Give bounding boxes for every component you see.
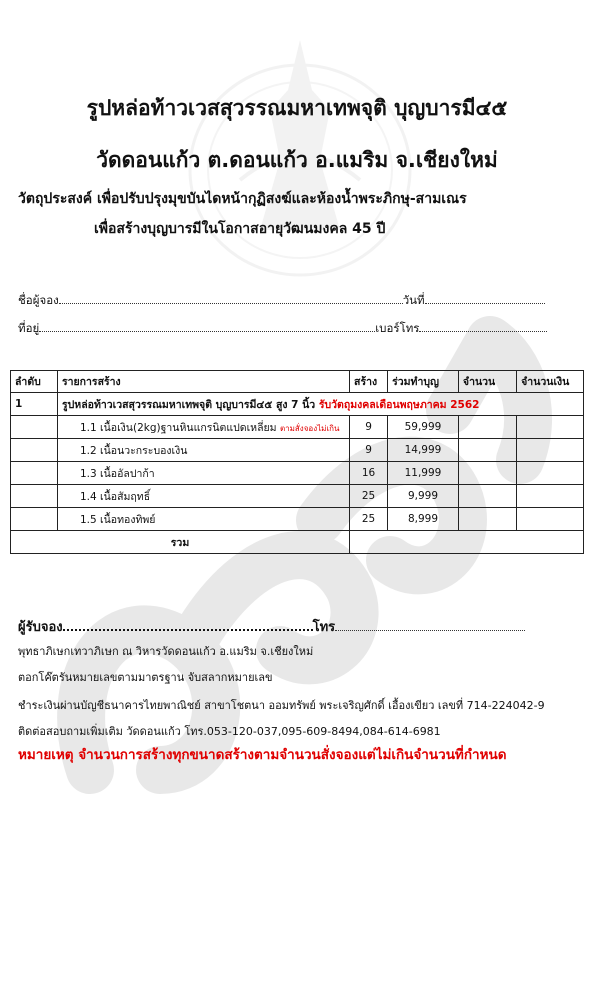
col-header-donation: ร่วมทำบุญ [388,371,459,393]
donation-amount: 59,999 [388,416,459,439]
build-count: 25 [350,508,388,531]
col-header-item: รายการสร้าง [57,371,349,393]
build-count: 9 [350,439,388,462]
col-header-quantity: จำนวน [458,371,516,393]
build-count: 9 [350,416,388,439]
total-label: รวม [11,531,350,554]
amount-cell[interactable] [517,462,584,485]
quantity-cell[interactable] [458,462,516,485]
purpose-line: วัตถุประสงค์ เพื่อปรับปรุงมุขบันไดหน้ากุฏิสงฆ์และห้องน้ำพระภิกษุ-สามเณร [18,191,467,207]
table-row [11,439,584,462]
receiver-phone-input-line[interactable] [335,620,525,631]
phone-input-line[interactable] [419,321,547,332]
consecration-info: พุทธาภิเษกเทวาภิเษก ณ วิหารวัดดอนแก้ว อ.แมริม จ.เชียงใหม่ [18,645,314,658]
order-table [10,370,584,554]
address-input-line[interactable] [39,321,375,332]
col-header-amount: จำนวนเงิน [517,371,584,393]
receiver-phone-label: โทร [312,620,336,635]
donation-amount: 14,999 [388,439,459,462]
build-count: 16 [350,462,388,485]
donation-amount: 11,999 [388,462,459,485]
row-no: 1 [11,393,58,416]
donation-amount: 8,999 [388,508,459,531]
main-item-cell [57,393,583,416]
quantity-cell[interactable] [458,416,516,439]
table-row [11,462,584,485]
name-input-line[interactable] [59,293,403,304]
item-cell [57,416,349,439]
contact-info: ติดต่อสอบถามเพิ่มเติม วัดดอนแก้ว โทร.053-120-037,095-609-8494,084-614-6981 [18,725,441,738]
item-label: 1.1 เนื้อเงิน(2kg)ฐานหินแกรนิตแปดเหลี่ยม [79,421,277,434]
address-label: ที่อยู่ [18,321,40,335]
name-label: ชื่อผู้จอง [18,293,59,307]
quantity-cell[interactable] [458,508,516,531]
total-row [11,531,584,554]
remark-note: หมายเหตุ จำนวนการสร้างทุกขนาดสร้างตามจำนวนสั่งจองแต่ไม่เกินจำนวนที่กำหนด [18,747,507,763]
main-item-note: รับวัตถุมงคลเดือนพฤษภาคม 2562 [318,398,480,411]
amount-cell[interactable] [517,439,584,462]
name-field-row[interactable] [18,292,545,310]
item-label: 1.3 เนื้ออัลปาก้า [57,462,349,485]
purpose-subline: เพื่อสร้างบุญบารมีในโอกาสอายุวัฒนมงคล 45 ปี [94,221,386,237]
col-header-build: สร้าง [350,371,388,393]
amount-cell[interactable] [517,508,584,531]
phone-label: เบอร์โทร [375,321,420,335]
main-item-label: รูปหล่อท้าวเวสสุวรรณมหาเทพจุติ บุญบารมี๔๕ สูง 7 นิ้ว [61,398,316,411]
item-label: 1.4 เนื้อสัมฤทธิ์ [57,485,349,508]
table-row-main [11,393,584,416]
amount-cell[interactable] [517,485,584,508]
table-header-row [11,371,584,393]
col-header-no: ลำดับ [11,371,58,393]
table-row [11,416,584,439]
receiver-input-line[interactable] [63,619,313,631]
page-title: รูปหล่อท้าวเวสสุวรรณมหาเทพจุติ บุญบารมี๔๕ [86,96,508,120]
quantity-cell[interactable] [458,485,516,508]
temple-name: วัดดอนแก้ว ต.ดอนแก้ว อ.แมริม จ.เชียงใหม่ [96,148,498,172]
build-count: 25 [350,485,388,508]
receiver-row[interactable] [18,616,525,637]
table-row [11,508,584,531]
item-label: 1.5 เนื้อทองทิพย์ [57,508,349,531]
limit-tag: ตามสั่งจองไม่เกิน [279,423,340,433]
code-info: ตอกโค๊ตรันหมายเลขตามมาตรฐาน จับสลากหมายเลข [18,671,273,684]
address-field-row[interactable] [18,320,547,338]
quantity-cell[interactable] [458,439,516,462]
amount-cell[interactable] [517,416,584,439]
donation-amount: 9,999 [388,485,459,508]
receiver-label: ผู้รับจอง [18,620,63,635]
date-label: วันที่ [402,293,425,307]
item-label: 1.2 เนื้อนวะกระบองเงิน [57,439,349,462]
payment-info: ชำระเงินผ่านบัญชีธนาคารไทยพาณิชย์ สาขาโชตนา ออมทรัพย์ พระเจริญศักดิ์ เอื้องเขียว เลขที่ 714-224042-9 [18,699,545,712]
date-input-line[interactable] [425,293,545,304]
table-row [11,485,584,508]
total-amount-cell[interactable] [350,531,584,554]
